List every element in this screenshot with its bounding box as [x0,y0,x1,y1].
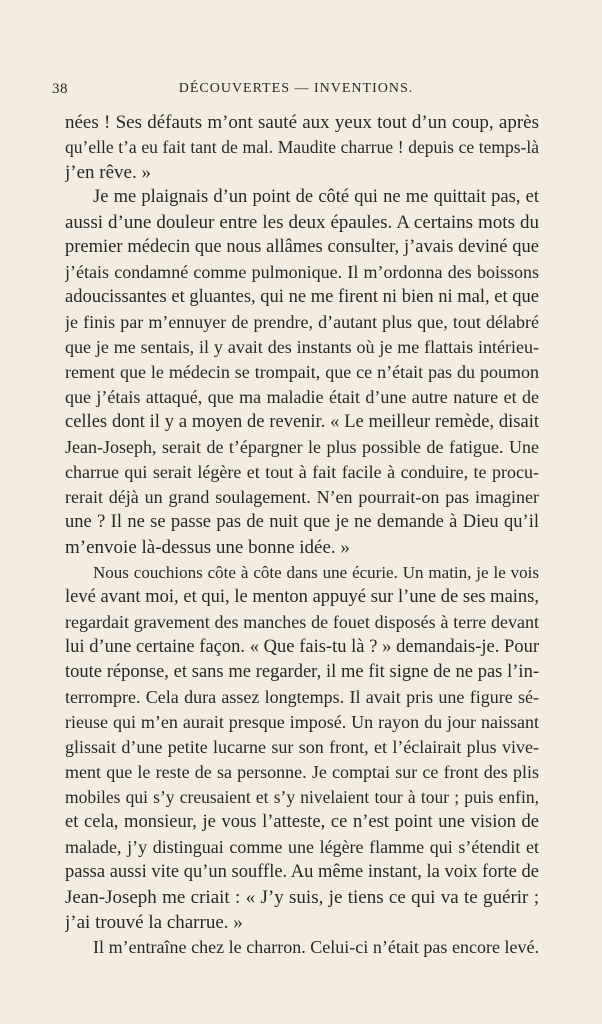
text-line: j’étais condamné comme pulmonique. Il m’ordonna des boissons [65,262,539,282]
text-line: celles dont il y a moyen de revenir. « Le meilleur remède, disait [65,412,539,432]
text-line: regardait gravement des manches de fouet disposés à terre devant [65,612,539,632]
body-text [65,110,539,960]
text-line: une ? Il ne se passe pas de nuit que je ne demande à Dieu qu’il [65,512,539,532]
paragraph-start-line: Je me plaignais d’un point de côté qui ne me quittait pas, et [93,187,539,207]
text-line: glissait d’une petite lucarne sur son front, et l’éclairait plus vive- [65,737,539,757]
paragraph-start-line: Il m’entraîne chez le charron. Celui-ci n’était pas encore levé. [93,937,539,957]
text-line: Jean-Joseph me criait : « J’y suis, je tiens ce qui va te guérir ; [65,887,539,908]
text-line: lui d’une certaine façon. « Que fais-tu là ? » demandais-je. Pour [65,637,539,657]
text-line: j’ai trouvé la charrue. » [65,912,243,933]
paragraph-start-line: Nous couchions côte à côte dans une écurie. Un matin, je le vois [93,563,539,582]
text-line: je finis par m’ennuyer de prendre, d’autant plus que, tout délabré [65,312,539,332]
text-line: toute réponse, et sans me regarder, il me fit signe de ne pas l’in- [65,662,539,682]
text-line: terrompre. Cela dura assez longtemps. Il avait pris une figure sé- [65,687,539,707]
text-line: rieuse qui m’en aurait presque imposé. Un rayon du jour naissant [65,712,539,732]
text-line: nées ! Ses défauts m’ont sauté aux yeux tout d’un coup, après [65,112,539,133]
text-line: que j’étais attaqué, que ma maladie était d’une autre nature et de [65,387,539,407]
text-line: Jean-Joseph, serait de t’épargner le plus possible de fatigue. Une [65,437,539,457]
text-line: rerait déjà un grand soulagement. N’en pourrait-on pas imaginer [65,487,539,507]
text-line: qu’elle t’a eu fait tant de mal. Maudite charrue ! depuis ce temps-là [65,137,539,157]
text-line: que je me sentais, il y avait des instants où je me flattais intérieu- [65,337,539,357]
text-line: aussi d’une douleur entre les deux épaules. A certains mots du [65,212,539,233]
text-line: j’en rêve. » [65,162,151,183]
text-line: et cela, monsieur, je vous l’atteste, ce n’est point une vision de [65,812,539,832]
text-line: ment que le reste de sa personne. Je comptai sur ce front des plis [65,762,539,782]
text-line: charrue qui serait légère et tout à fait facile à conduire, te procu- [65,462,539,482]
text-line: levé avant moi, et qui, le menton appuyé sur l’une de ses mains, [65,587,539,607]
running-title: DÉCOUVERTES — INVENTIONS. [178,81,414,96]
text-line: rement que le médecin se trompait, que ce n’était pas du poumon [65,362,539,382]
text-line: adoucissantes et gluantes, qui ne me firent ni bien ni mal, et que [65,287,539,307]
text-line: m’envoie là-dessus une bonne idée. » [65,537,350,558]
text-line: premier médecin que nous allâmes consulter, j’avais deviné que [65,237,539,257]
text-line: malade, j’y distinguai comme une légère flamme qui s’étendit et [65,837,539,857]
page-number: 38 [52,81,68,97]
page-header [52,81,540,103]
text-line: mobiles qui s’y creusaient et s’y nivelaient tour à tour ; puis enfin, [65,787,539,807]
text-line: passa aussi vite qu’un souffle. Au même instant, la voix forte de [65,862,539,882]
